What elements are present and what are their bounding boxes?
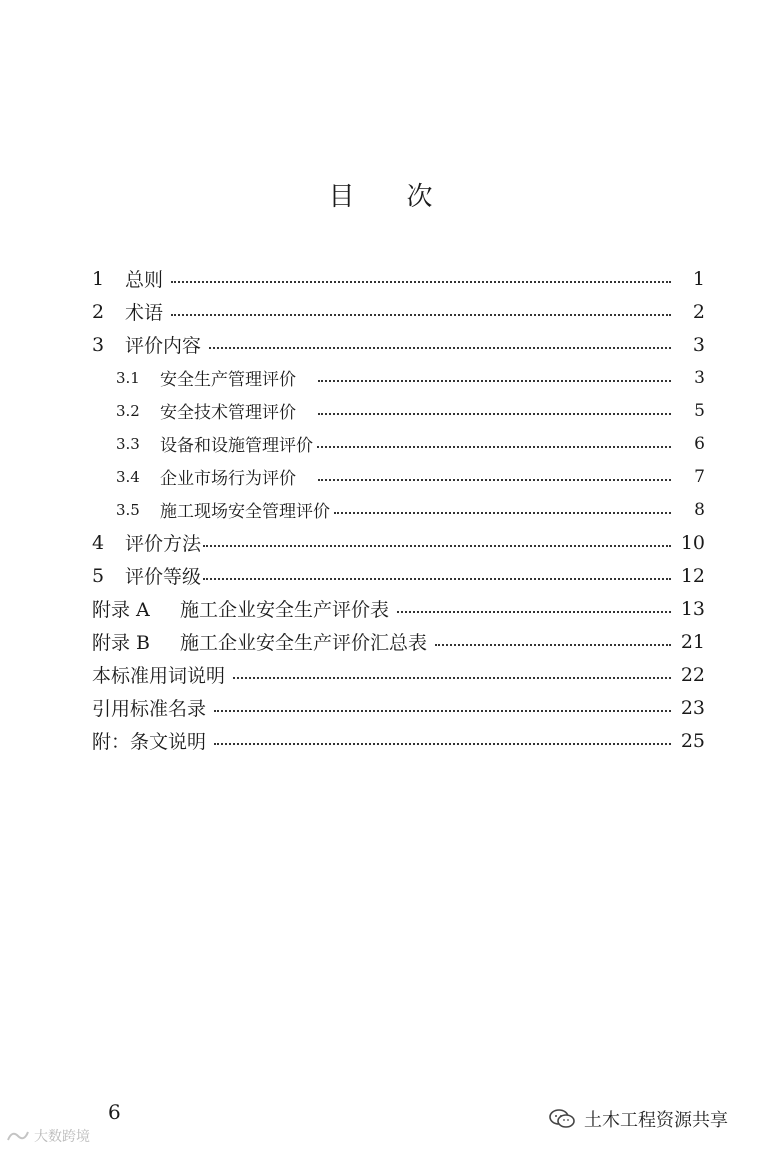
toc-entry-page: 3 xyxy=(692,333,705,356)
toc-entry-number: 3.2 xyxy=(116,401,140,420)
watermark-left-text: 大数跨境 xyxy=(34,1129,90,1145)
toc-entry-page: 1 xyxy=(692,267,705,290)
watermark-logo-icon xyxy=(6,1128,30,1144)
toc-entry-3-1 xyxy=(0,361,761,394)
toc-leader xyxy=(318,477,671,481)
toc-entry-number: 1 xyxy=(92,267,105,290)
toc-entry-page: 6 xyxy=(694,433,705,454)
toc-entry-2 xyxy=(0,295,761,328)
toc-entry-number: 3.5 xyxy=(116,500,140,519)
toc-leader xyxy=(171,312,671,316)
watermark-right-text: 土木工程资源共享 xyxy=(584,1110,728,1131)
toc-entry-number: 3.4 xyxy=(116,467,140,486)
toc-entry-number: 3.3 xyxy=(116,434,140,453)
toc-leader xyxy=(203,543,671,547)
toc-entry-page: 3 xyxy=(694,367,705,388)
toc-leader xyxy=(209,345,671,349)
toc-entry-number: 4 xyxy=(92,531,105,554)
toc-leader xyxy=(435,642,671,646)
toc-appendix-b xyxy=(0,625,761,658)
toc-referenced-standards xyxy=(0,691,761,724)
toc-entry-title: 术语 xyxy=(125,302,164,324)
toc-entry-title: 施工企业安全生产评价表 xyxy=(180,599,390,621)
toc-leader xyxy=(334,510,671,514)
toc-leader xyxy=(318,411,671,415)
toc-appendix-a xyxy=(0,592,761,625)
toc-leader xyxy=(397,609,671,613)
toc-entry-1 xyxy=(0,262,761,295)
toc-entry-4 xyxy=(0,526,761,559)
page-title: 目次 xyxy=(328,182,485,212)
toc-entry-title: 本标准用词说明 xyxy=(92,665,226,687)
toc-entry-page: 12 xyxy=(680,564,705,587)
page-number: 6 xyxy=(108,1100,121,1124)
toc-entry-3-4 xyxy=(0,460,761,493)
toc-leader xyxy=(318,378,671,382)
wechat-icon xyxy=(548,1108,576,1130)
toc-entry-5 xyxy=(0,559,761,592)
toc-entry-3-5 xyxy=(0,493,761,526)
toc-entry-page: 10 xyxy=(680,531,705,554)
watermark-right xyxy=(548,1106,728,1132)
toc-entry-number: 3 xyxy=(92,333,105,356)
toc-entry-3 xyxy=(0,328,761,361)
toc-entry-title: 施工现场安全管理评价 xyxy=(160,502,330,522)
toc-entry-3-2 xyxy=(0,394,761,427)
toc-entry-title: 设备和设施管理评价 xyxy=(160,436,313,456)
toc-entry-page: 2 xyxy=(692,300,705,323)
toc-entry-title: 评价等级 xyxy=(125,566,202,588)
toc-leader xyxy=(317,444,671,448)
toc-entry-page: 7 xyxy=(694,466,705,487)
toc-leader xyxy=(214,708,671,712)
toc-entry-title: 引用标准名录 xyxy=(92,698,207,720)
toc-entry-page: 25 xyxy=(680,729,705,752)
toc-entry-page: 22 xyxy=(680,663,705,686)
toc-entry-page: 23 xyxy=(680,696,705,719)
toc-entry-page: 5 xyxy=(694,400,705,421)
toc-terms-usage xyxy=(0,658,761,691)
toc-entry-number: 2 xyxy=(92,300,105,323)
toc-entry-page: 21 xyxy=(680,630,705,653)
toc-entry-title: 附：条文说明 xyxy=(92,731,207,753)
toc-entry-number: 5 xyxy=(92,564,105,587)
toc-entry-title: 总则 xyxy=(125,269,164,291)
toc-entry-title: 企业市场行为评价 xyxy=(160,469,296,489)
toc-entry-title: 安全技术管理评价 xyxy=(160,403,296,423)
toc-entry-page: 13 xyxy=(680,597,705,620)
toc-entry-number: 附录 B xyxy=(92,632,151,654)
toc-leader xyxy=(233,675,671,679)
toc-article-explanation xyxy=(0,724,761,757)
toc-leader xyxy=(214,741,671,745)
watermark-left xyxy=(6,1126,90,1146)
toc-entry-number: 附录 A xyxy=(92,599,150,621)
toc-entry-page: 8 xyxy=(694,499,705,520)
toc-leader xyxy=(171,279,671,283)
toc-entry-title: 评价方法 xyxy=(125,533,202,555)
toc-entry-title: 施工企业安全生产评价汇总表 xyxy=(180,632,428,654)
toc-entry-number: 3.1 xyxy=(116,368,140,387)
toc-entry-title: 评价内容 xyxy=(125,335,202,357)
toc-entry-title: 安全生产管理评价 xyxy=(160,370,296,390)
toc-leader xyxy=(203,576,671,580)
toc-entry-3-3 xyxy=(0,427,761,460)
